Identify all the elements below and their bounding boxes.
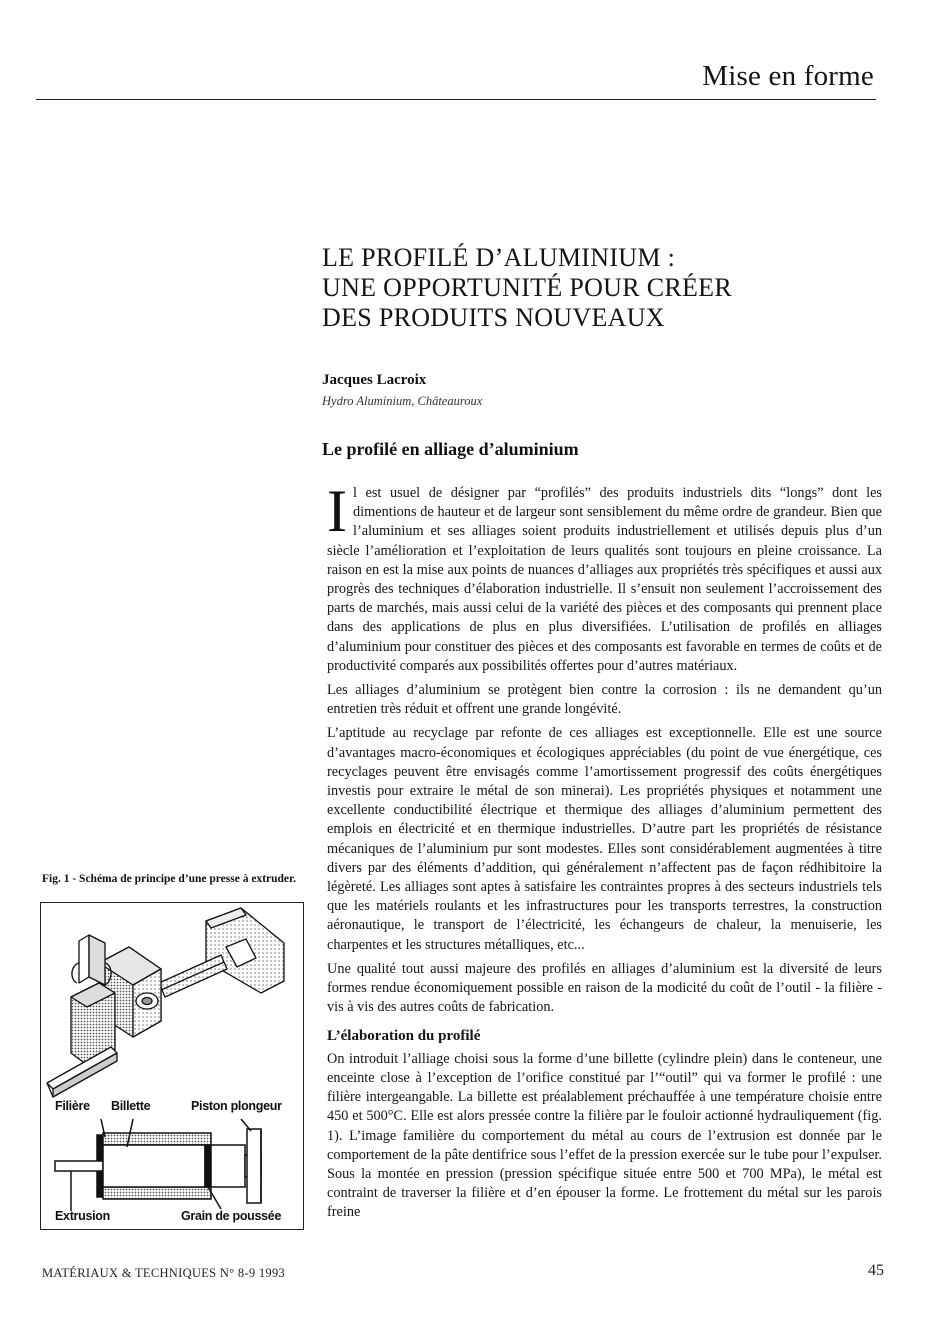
press-section-view xyxy=(55,1119,261,1211)
paragraph-4: Une qualité tout aussi majeure des profilés en alliages d’aluminium est la diversité de leurs formes rendue économiquement possible en raison de la modicité du coût de l’outil - la filière - vis à vis des autres coûts de fabrication. xyxy=(327,960,882,1016)
paragraph-5: On introduit l’alliage choisi sous la forme d’une billette (cylindre plein) dans le conteneur, une enceinte close à l’exception de l’orifice constitué par l’“outil” qui va former le profilé : une filière intergeangable. La billette est préalablement préchauffée à une température choisie entre 450 et 500°C. Elle est alors pressée contre la filière par le fouloir actionné hydrauliquement (fig. 1). L’image familière du comportement du métal au cours de l’extrusion est donnée par le comportement de la pâte dentifrice sous l’effet de la pression exercée sur le tube pour l’expulser. Sous la montée en pression (pression spécifique située entre 500 et 700 MPa), le métal est contraint de traverser la filière et d’en épouser la forme. Le frottement du métal sur les parois freine xyxy=(327,1050,882,1221)
author-name: Jacques Lacroix xyxy=(322,372,427,388)
paragraph-3: L’aptitude au recyclage par refonte de ces alliages est exceptionnelle. Elle est une source d’avantages macro-économiques et écologiques appréciables (du point de vue énergétique, ces recyclages peuvent être envisagés comme l’amortissement progressif des coûts énergétiques investis pour extraire le métal de son minerai). Les propriétés physiques et notamment une excellente conductibilité électrique et thermique des alliages d’aluminium permettent des emplois en électricité et en thermique industrielles. D’autre part les propriétés de résistance mécaniques de l’aluminium pur sont modestes. Elles sont considérablement augmentées à titre divers par des éléments d’addition, qui généralement n’affectent pas de façon rédhibitoire la légèreté. Les alliages sont aptes à satisfaire les contraintes propres à des secteurs industriels tels que les matériels roulants et les infrastructures pour les transports terrestres, la construction aéronautique, le transport de l’électricité, les échangeurs de chaleur, la menuiserie, les charpentes et les structures métalliques, etc... xyxy=(327,725,882,953)
drop-cap: I xyxy=(327,478,347,544)
title-line-1: LE PROFILÉ D’ALUMINIUM : xyxy=(322,243,676,272)
header-rule xyxy=(36,99,876,100)
press-isometric-view xyxy=(47,908,284,1097)
journal-reference: MATÉRIAUX & TECHNIQUES N° 8-9 1993 xyxy=(42,1266,286,1280)
label-grain: Grain de poussée xyxy=(181,1209,282,1223)
label-piston: Piston plongeur xyxy=(191,1099,282,1113)
label-billette: Billette xyxy=(111,1099,151,1113)
figure-caption: Fig. 1 - Schéma de principe d’une presse à extruder. xyxy=(42,873,296,885)
title-line-2: UNE OPPORTUNITÉ POUR CRÉER xyxy=(322,273,732,302)
article-title xyxy=(322,243,882,333)
title-line-3: DES PRODUITS NOUVEAUX xyxy=(322,303,665,332)
paragraph-1-text: l est usuel de désigner par “profilés” des produits industriels dits “longs” dont les dimentions de hauteur et de largeur sont sensiblement du même ordre de grandeur. Bien que l’aluminium et ses alliages soient produits industriellement et utilisés depuis plus d’un siècle l’amélioration et l’exploitation de leurs qualités sont toujours en pleine croissance. La raison en est la mise aux points de nuances d’alliages aux propriétés très spécifiques et aussi aux progrès des techniques d’élaboration industrielle. Il s’ensuit non seulement l’accroissement des parts de marchés, mais aussi celui de la variété des pièces et des composants qui prennent place dans des applications de plus en plus diversifiées. L’utilisation de profilés en alliages d’aluminium pour constituer des pièces et des composants est favorable en termes de coûts et de productivité comparés aux possibilités offertes pour d’autres matériaux. xyxy=(327,485,882,674)
extrusion-press-diagram xyxy=(41,903,303,1229)
paragraph-2: Les alliages d’aluminium se protègent bien contre la corrosion : ils ne demandent qu’un entretien très réduit et offrent une grande longévité. xyxy=(327,682,882,718)
article-body xyxy=(327,478,882,1228)
section-title: Le profilé en alliage d’aluminium xyxy=(322,439,579,459)
subsection-title: L’élaboration du profilé xyxy=(327,1028,481,1045)
label-filiere: Filière xyxy=(55,1099,90,1113)
author-affiliation: Hydro Aluminium, Châteauroux xyxy=(322,394,483,408)
running-head-title: Mise en forme xyxy=(702,60,874,92)
label-extrusion: Extrusion xyxy=(55,1209,110,1223)
figure-frame xyxy=(40,902,304,1230)
page-number: 45 xyxy=(868,1262,884,1279)
paragraph-1 xyxy=(327,478,882,676)
